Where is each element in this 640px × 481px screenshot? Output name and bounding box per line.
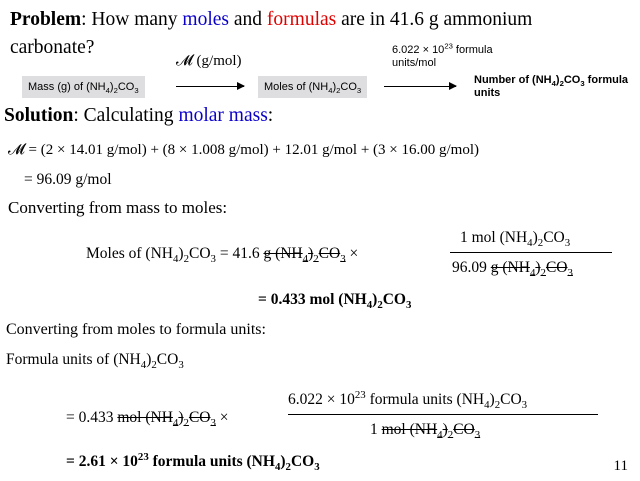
formula-units-result: Number of $(NH_4)_2CO_3$ formula units <box>474 74 629 99</box>
step2-lhs: = 0.433 mol $(NH_4)_2CO_3$ × <box>66 409 229 430</box>
problem-line-2: carbonate? <box>10 37 95 58</box>
page-number: 11 <box>613 458 628 474</box>
step1-fraction-bar <box>450 252 612 253</box>
problem-and: and <box>229 9 267 30</box>
formulas-term: formulas <box>266 9 337 30</box>
step2-heading: Converting from moles to formula units: <box>6 321 266 338</box>
step1-heading: Converting from mass to moles: <box>8 198 228 217</box>
solution-label: Solution <box>4 105 74 126</box>
moles-box: Moles of $(NH_4)_2CO_3$ <box>258 76 367 98</box>
arrow-1 <box>176 86 244 87</box>
step1-lhs: Moles of $(NH_4)_2CO_3 = 41.6$ g $(NH_4)_2CO_3$ × <box>86 245 359 266</box>
molar-mass-term: molar mass <box>178 105 268 126</box>
step2-denominator: 1 mol $(NH_4)_2CO_3$ <box>370 421 481 442</box>
molar-mass-arrow-label: 𝓜 (g/mol) <box>176 53 242 69</box>
step2-result: = $2.61 \times 10^{23}$ formula units $(NH_4)_2CO_3$ <box>66 450 320 474</box>
step2-label: Formula units of $(NH_4)_2CO_3$ <box>6 351 184 372</box>
step2-numerator: $6.022 \times 10^{23}$ formula units $(NH_4)_2CO_3$ <box>288 388 528 412</box>
problem-text: : How many <box>81 9 183 30</box>
mass-box: Mass (g) of $(NH_4)_2CO_3$ <box>22 76 145 98</box>
problem-text-2: are in 41.6 g ammonium <box>336 9 533 30</box>
problem-label: Problem <box>10 9 82 30</box>
solution-line: Solution: Calculating molar mass: <box>4 105 274 126</box>
avogadro-arrow-label: $6.022 \times 10^{23}$ formula units/mol <box>392 41 493 69</box>
step2-fraction-bar <box>288 414 598 415</box>
problem-line-1 <box>10 8 532 32</box>
arrow-2 <box>384 86 456 87</box>
step1-denominator: 96.09 g $(NH_4)_2CO_3$ <box>452 259 573 280</box>
molar-mass-result: = 96.09 g/mol <box>24 171 112 188</box>
step1-numerator: 1 mol $(NH_4)_2CO_3$ <box>460 229 571 250</box>
step1-result: = 0.433 mol $(NH_4)_2CO_3$ <box>258 291 412 312</box>
moles-term: moles <box>182 9 230 30</box>
molar-mass-equation: 𝓜 = (2 × 14.01 g/mol) + (8 × 1.008 g/mol) + 12.01 g/mol + (3 × 16.00 g/mol) <box>8 142 479 158</box>
